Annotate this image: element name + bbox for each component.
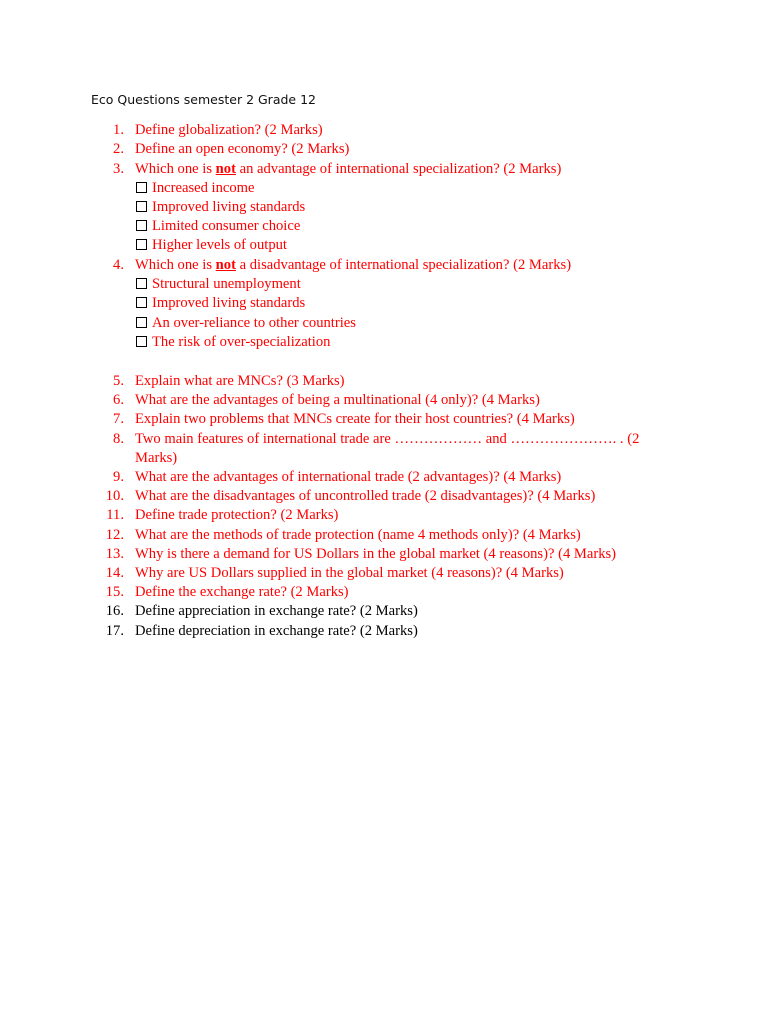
document-title: Eco Questions semester 2 Grade 12 bbox=[91, 92, 316, 107]
question-number: 14. bbox=[105, 565, 124, 581]
option-label: Structural unemployment bbox=[152, 276, 301, 292]
option-label: An over-reliance to other countries bbox=[152, 315, 356, 331]
option-item[interactable] bbox=[136, 333, 736, 352]
option-label: Limited consumer choice bbox=[152, 218, 301, 234]
question-text-start: Which one is bbox=[135, 257, 216, 273]
emphasis-not: not bbox=[215, 161, 236, 177]
question-text-end: an advantage of international specialization? (2 Marks) bbox=[235, 161, 562, 177]
question-number: 3. bbox=[113, 161, 124, 177]
question-text-end: a disadvantage of international specialization? (2 Marks) bbox=[235, 257, 572, 273]
question-number: 10. bbox=[105, 488, 124, 504]
question-text: Define an open economy? (2 Marks) bbox=[135, 141, 350, 157]
option-item[interactable] bbox=[136, 236, 736, 255]
checkbox-icon[interactable] bbox=[136, 239, 147, 250]
emphasis-not: not bbox=[215, 257, 236, 273]
question-text: What are the disadvantages of uncontrolled trade (2 disadvantages)? (4 Marks) bbox=[135, 488, 596, 504]
question-text: Define the exchange rate? (2 Marks) bbox=[135, 584, 349, 600]
question-8 bbox=[0, 430, 768, 468]
checkbox-icon[interactable] bbox=[136, 336, 147, 347]
question-text bbox=[135, 256, 571, 275]
option-label: Improved living standards bbox=[152, 295, 306, 311]
checkbox-icon[interactable] bbox=[136, 182, 147, 193]
option-item[interactable] bbox=[136, 179, 736, 198]
option-item[interactable] bbox=[136, 217, 736, 236]
question-number: 8. bbox=[113, 431, 124, 447]
question-text: Explain what are MNCs? (3 Marks) bbox=[135, 373, 345, 389]
question-text: What are the advantages of being a multinational (4 only)? (4 Marks) bbox=[135, 392, 540, 408]
question-number: 17. bbox=[105, 623, 124, 639]
question-number: 16. bbox=[105, 603, 124, 619]
question-text: Define depreciation in exchange rate? (2 Marks) bbox=[135, 623, 418, 639]
question-text: Define appreciation in exchange rate? (2 Marks) bbox=[135, 603, 418, 619]
option-label: Higher levels of output bbox=[152, 237, 287, 253]
question-text: What are the methods of trade protection (name 4 methods only)? (4 Marks) bbox=[135, 527, 581, 543]
question-number: 9. bbox=[113, 469, 124, 485]
question-number: 1. bbox=[113, 122, 124, 138]
checkbox-icon[interactable] bbox=[136, 220, 147, 231]
question-text: Define trade protection? (2 Marks) bbox=[135, 507, 339, 523]
question-number: 4. bbox=[113, 257, 124, 273]
option-item[interactable] bbox=[136, 275, 736, 294]
question-text bbox=[135, 160, 561, 179]
option-item[interactable] bbox=[136, 294, 736, 313]
question-text: Why are US Dollars supplied in the global market (4 reasons)? (4 Marks) bbox=[135, 565, 564, 581]
option-item[interactable] bbox=[136, 198, 736, 217]
question-number: 15. bbox=[105, 584, 124, 600]
checkbox-icon[interactable] bbox=[136, 317, 147, 328]
question-text: Two main features of international trade are ……………… and …………………. . (2 Marks) bbox=[135, 431, 640, 466]
question-text: Explain two problems that MNCs create for their host countries? (4 Marks) bbox=[135, 411, 575, 427]
question-text: What are the advantages of international trade (2 advantages)? (4 Marks) bbox=[135, 469, 562, 485]
question-number: 2. bbox=[113, 141, 124, 157]
question-text-start: Which one is bbox=[135, 161, 216, 177]
checkbox-icon[interactable] bbox=[136, 278, 147, 289]
question-number: 6. bbox=[113, 392, 124, 408]
option-item[interactable] bbox=[136, 314, 736, 333]
question-number: 12. bbox=[105, 527, 124, 543]
checkbox-icon[interactable] bbox=[136, 201, 147, 212]
question-number: 13. bbox=[105, 546, 124, 562]
question-number: 5. bbox=[113, 373, 124, 389]
option-label: Increased income bbox=[152, 180, 255, 196]
checkbox-icon[interactable] bbox=[136, 297, 147, 308]
question-text: Why is there a demand for US Dollars in the global market (4 reasons)? (4 Marks) bbox=[135, 546, 617, 562]
question-text: Define globalization? (2 Marks) bbox=[135, 122, 323, 138]
option-label: Improved living standards bbox=[152, 199, 306, 215]
option-label: The risk of over-specialization bbox=[152, 334, 331, 350]
question-number: 7. bbox=[113, 411, 124, 427]
question-number: 11. bbox=[106, 507, 124, 523]
